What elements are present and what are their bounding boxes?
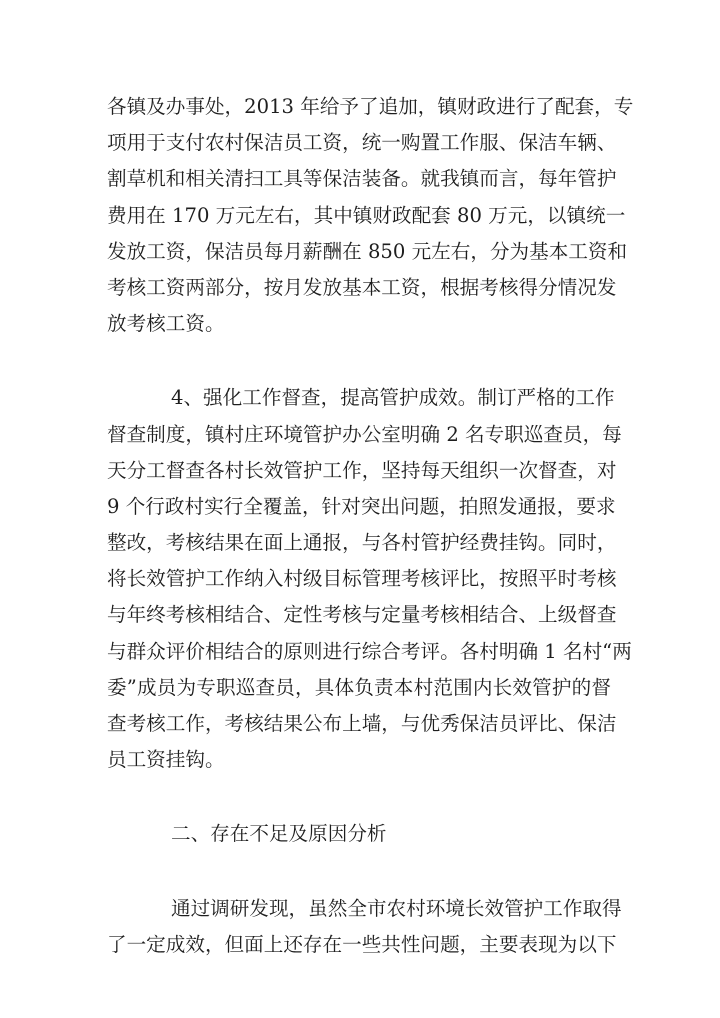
section-heading: 二、存在不足及原因分析	[171, 822, 387, 846]
paragraph-line: 查考核工作，考核结果公布上墙，与优秀保洁员评比、保洁	[107, 712, 617, 735]
paragraph-line: 9 个行政村实行全覆盖，针对突出问题，拍照发通报，要求	[107, 494, 616, 518]
paragraph-line: 放考核工资。	[107, 312, 225, 336]
paragraph-line: 考核工资两部分，按月发放基本工资，根据考核得分情况发	[107, 275, 617, 299]
paragraph-line: 委”成员为专职巡查员，具体负责本村范围内长效管护的督	[107, 675, 611, 699]
paragraph-line: 与年终考核相结合、定性考核与定量考核相结合、上级督查	[107, 603, 617, 627]
paragraph-supervision	[107, 380, 632, 778]
paragraph-line: 4、强化工作督查，提高管护成效。制订严格的工作	[171, 386, 615, 410]
paragraph-line: 了一定成效，但面上还存在一些共性问题，主要表现为以下	[107, 932, 617, 956]
paragraph-closing	[107, 891, 622, 963]
paragraph-line: 将长效管护工作纳入村级目标管理考核评比，按照平时考核	[107, 567, 617, 591]
paragraph-spacer	[107, 342, 611, 380]
paragraph-line: 割草机和相关清扫工具等保洁装备。就我镇而言，每年管护	[107, 167, 617, 191]
paragraph-line: 费用在 170 万元左右，其中镇财政配套 80 万元，以镇统一	[107, 203, 626, 227]
paragraph-spacer	[107, 853, 611, 891]
paragraph-line: 发放工资，保洁员每月薪酬在 850 元左右，分为基本工资和	[107, 239, 628, 263]
paragraph-line: 整改，考核结果在面上通报，与各村管护经费挂钩。同时，	[107, 531, 617, 555]
paragraph-line: 各镇及办事处，2013 年给予了追加，镇财政进行了配套，专	[107, 95, 634, 118]
paragraph-line: 员工资挂钩。	[107, 748, 225, 772]
paragraph-line: 项用于支付农村保洁员工资，统一购置工作服、保洁车辆、	[107, 131, 617, 155]
paragraph-spacer	[107, 778, 611, 816]
paragraph-line: 督查制度，镇村庄环境管护办公室明确 2 名专职巡查员，每	[107, 422, 622, 446]
paragraph-funding	[107, 89, 634, 342]
paragraph-line: 通过调研发现，虽然全市农村环境长效管护工作取得	[171, 896, 622, 920]
document-body	[107, 89, 634, 963]
paragraph-line: 与群众评价相结合的原则进行综合考评。各村明确 1 名村“两	[107, 639, 632, 663]
paragraph-line: 天分工督查各村长效管护工作，坚持每天组织一次督查，对	[107, 458, 617, 482]
